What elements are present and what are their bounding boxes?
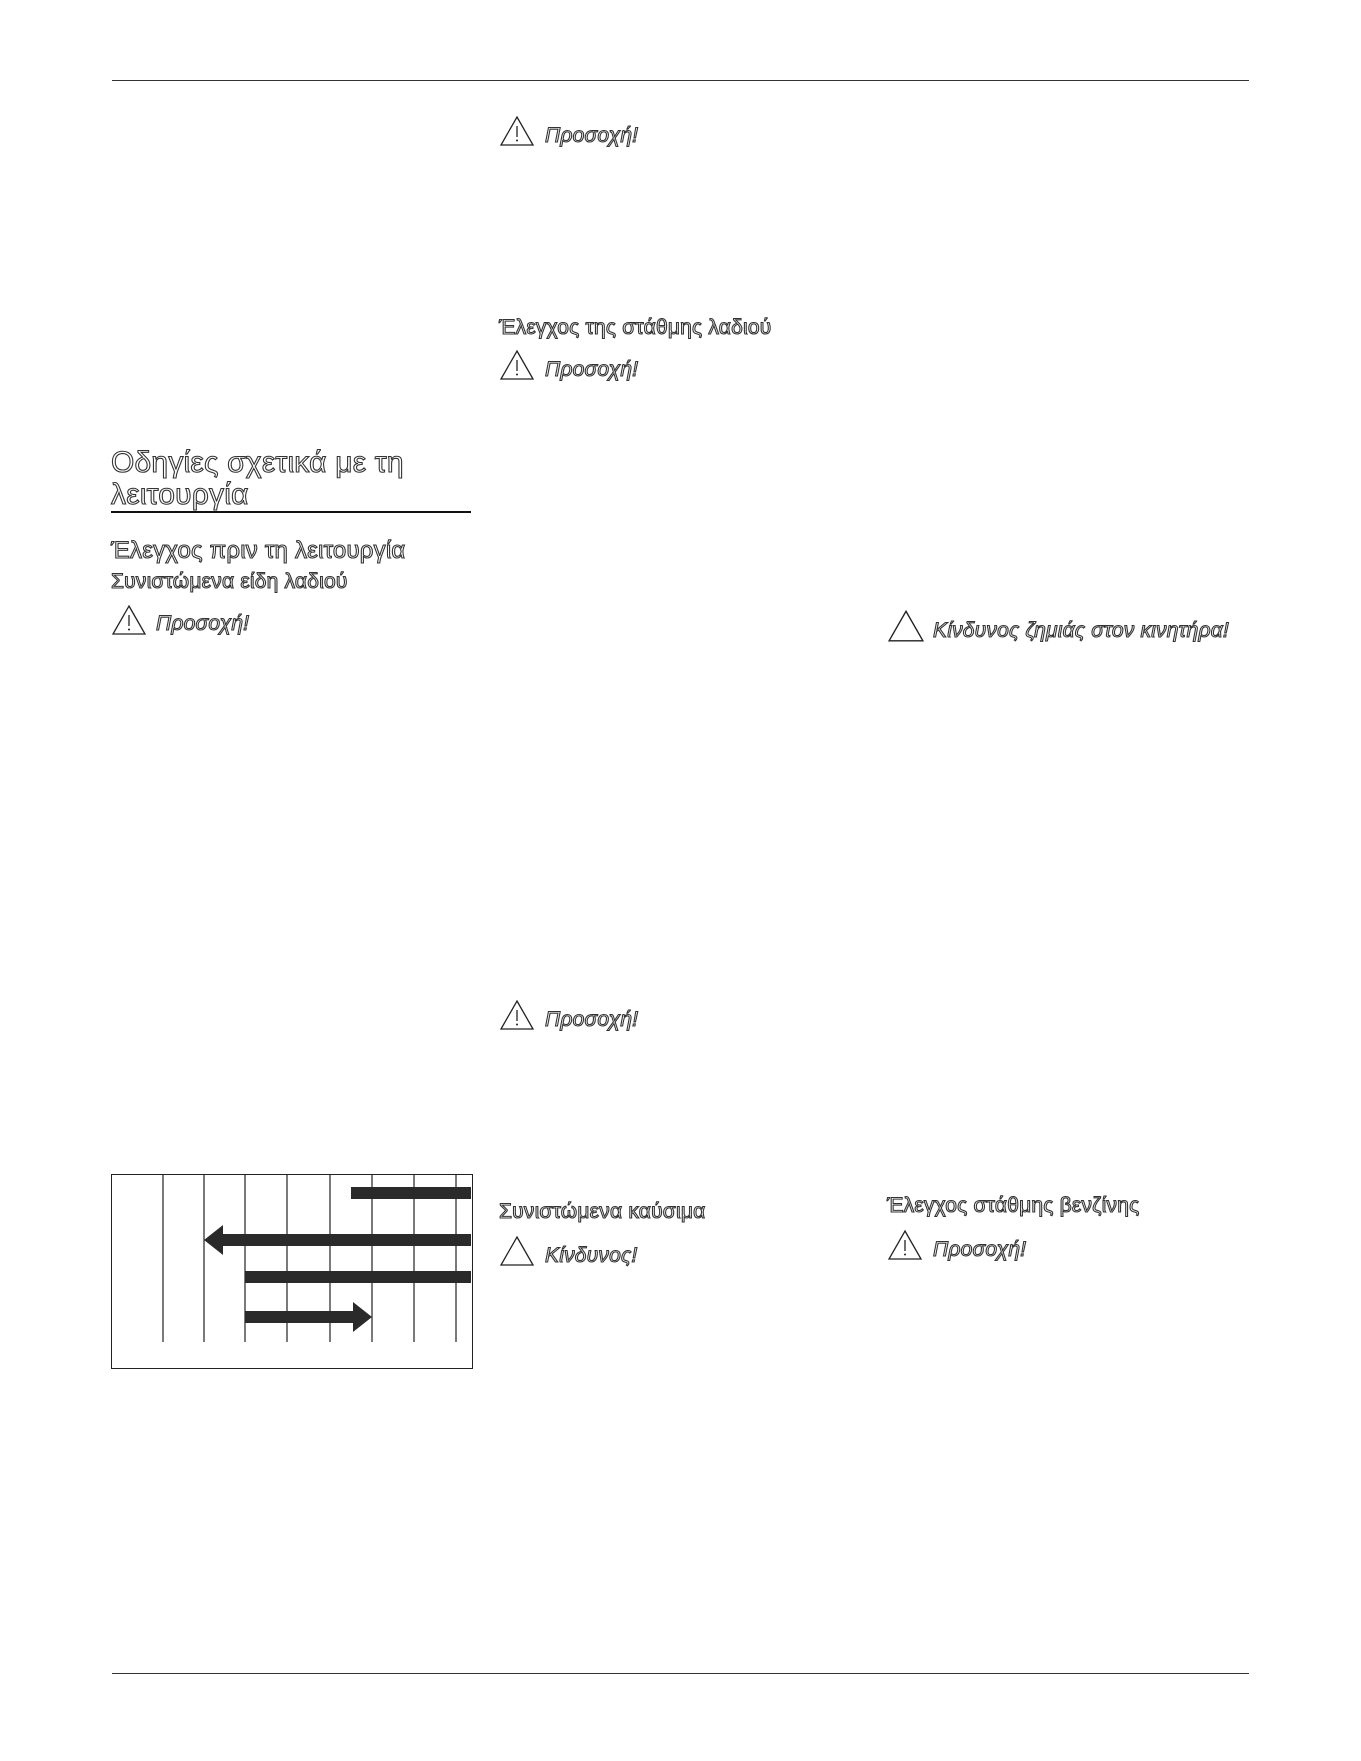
engine-damage-label: Κίνδυνος ζημιάς στον κινητήρα! — [933, 619, 1229, 642]
chart-bar-arrow — [245, 1271, 471, 1283]
footer-rule — [112, 1673, 1249, 1674]
warning-icon — [111, 604, 147, 636]
caution-lower-label: Προσοχή! — [545, 1008, 639, 1031]
caution-label: Προσοχή! — [156, 612, 250, 635]
section-title-underline — [111, 511, 471, 513]
caution-fuel-label: Προσοχή! — [933, 1238, 1027, 1261]
danger-icon — [887, 609, 925, 643]
caution-top-label: Προσοχή! — [545, 124, 639, 147]
warning-icon — [499, 999, 535, 1031]
warning-icon — [499, 349, 535, 381]
oil-level-title: Έλεγχος της στάθμης λαδιού — [499, 316, 772, 339]
warning-icon — [887, 1229, 923, 1261]
subsection-title: Έλεγχος πριν τη λειτουργία — [111, 537, 406, 564]
fuel-title: Συνιστώμενα καύσιμα — [499, 1200, 706, 1223]
danger-label: Κίνδυνος! — [545, 1244, 638, 1267]
section-title-line1: Οδηγίες σχετικά με τη — [111, 446, 404, 479]
chart-bar-arrow — [351, 1178, 471, 1208]
chart-bar-arrow — [245, 1302, 372, 1332]
caution-oil-label: Προσοχή! — [545, 358, 639, 381]
header-rule — [112, 80, 1249, 81]
fuel-level-title: Έλεγχος στάθμης βενζίνης — [887, 1194, 1140, 1217]
danger-icon — [499, 1235, 535, 1267]
chart-bar-arrow — [204, 1225, 471, 1255]
sub-subsection-title: Συνιστώμενα είδη λαδιού — [111, 570, 348, 593]
oil-temperature-chart — [111, 1174, 473, 1369]
chart-svg — [112, 1175, 471, 1367]
warning-icon — [499, 115, 535, 147]
section-title-line2: λειτουργία — [111, 478, 249, 511]
